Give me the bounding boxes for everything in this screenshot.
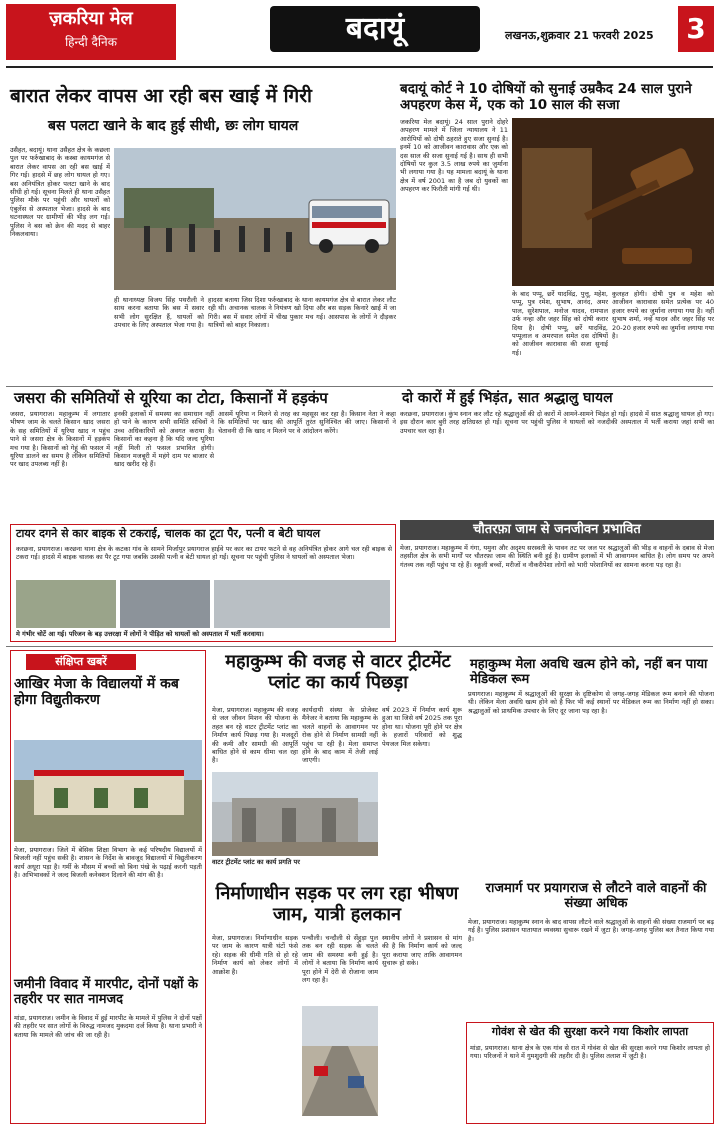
bus-headline: बारात लेकर वापस आ रही बस खाई में गिरी xyxy=(10,85,312,107)
page-number: 3 xyxy=(678,6,714,52)
gavel-photo xyxy=(512,118,714,286)
city-title: बदायूं xyxy=(270,6,480,52)
chautraf-headline: चौतरफ़ा जाम से जनजीवन प्रभावित xyxy=(400,520,714,540)
water-body-3: वर्ष 2023 में निर्माण कार्य शुरू हुआ था जिसे वर्ष 2025 तक पूरा होना था। योजना पूरी होने पर क्षेत्र के हजारों परिवारों को शुद्ध पेयजल मिल सकेगा। xyxy=(382,706,462,748)
bike-photo-3 xyxy=(214,580,390,628)
road-illustration xyxy=(302,1006,378,1116)
bus-photo-illustration xyxy=(114,148,396,290)
bike-photo-2 xyxy=(120,580,210,628)
road-body-1: मेजा, प्रयागराज। निर्माणाधीन सड़क पर जाम के कारण यात्री घंटों फंसे रहे। सड़क की धीमी गति से हो रहे निर्माण कार्य को लेकर लोगों में आक्रोश है। xyxy=(212,934,298,976)
vivad-headline: जमीनी विवाद में मारपीट, दोनों पक्षों के तहरीर पर सात नामजद xyxy=(14,977,198,1007)
road-photo xyxy=(302,1006,378,1116)
court-body-2: के बाद पप्पू, छर्रे यादविंद्र, पुत्तू, महेश, पप्पू, पुत्र रमेश, सुभाष, आनंद, अमर पाल, सुरेशपाल, मनोज यादव, रामपाल उर्फ नन्हा और जहर सिंह को दोषी करार दिया है। दोषी पप्पू, छर्रे यादविंद्र, पप्पूलाल व अमरपाल समेत दस दोषियों को आजीवन कारावास की सजा सुनाई गई। xyxy=(512,290,608,357)
missing-headline: गोवंश से खेत की सुरक्षा करने गया किशोर लापता xyxy=(491,1025,689,1038)
court-body-1: जकरिया मेल बदायूं। 24 साल पुराने दोहरे अपहरण मामले में जिला न्यायालय ने 11 आरोपियों को दोषी ठहराते हुए सजा सुनाई है। इनमें 10 को आजीवन कारावास और एक को दस साल की सजा सुनाई गई है। साथ ही सभी दोषियों पर कुल 3.5 लाख रुपये का जुर्माना भी लगाया गया है। यह मामला बदायूं के थाना क्षेत्र में वर्ष 2001 का है जब दो युवकों का अपहरण कर फिरौती मांगी गई थी। xyxy=(400,118,508,194)
court-headline: बदायूं कोर्ट ने 10 दोषियों को सुनाई उम्रकैद 24 साल पुराने अपहरण केस में, एक को 10 साल की सजा xyxy=(400,81,692,113)
kaar-body: करछना, प्रयागराज। कुंभ स्नान कर लौट रहे श्रद्धालुओं की दो कारों में आमने-सामने भिड़ंत हो गई। हादसे में सात श्रद्धालु घायल हो गए। इस दौरान कार बुरी तरह क्षतिग्रस्त हो गई। सूचना पर पहुंची पुलिस ने घायलों को नजदीकी अस्पताल में भर्ती कराया जहां सभी का उपचार चल रहा है। xyxy=(400,410,714,435)
water-body-1: मेजा, प्रयागराज। महाकुम्भ की वजह से जल जीवन मिशन की योजना के तहत बन रहे वाटर ट्रीटमेंट प्लांट का निर्माण कार्य पिछड़ गया है। मजदूरों की कमी और सामग्री की आपूर्ति बाधित होने से काम धीमा चल रहा है। xyxy=(212,706,298,765)
bus-body-2: हादसा बताया जिस दिशा फर्रुखाबाद के थाना कायमगंज क्षेत्र से बारात लेकर लौट रही थी। अचानक चालक ने नियंत्रण खो दिया और बस सड़क किनारे खाई में जा गिरी। बस में सवार लोगों में चीख पुकार मच गई। आसपास के लोगों ने दौड़कर यात्रियों को बाहर निकाला। xyxy=(208,296,396,330)
road-headline: निर्माणाधीन सड़क पर लग रहा भीषण जाम, यात्री हलकान xyxy=(215,883,459,925)
medical-body: प्रयागराज। महाकुम्भ में श्रद्धालुओं की सुरक्षा के दृष्टिकोण से जगह-जगह मेडिकल रूम बनाने की योजना थी। लेकिन मेला अवधि खत्म होने को है फिर भी कई स्थानों पर मेडिकल रूम का निर्माण नहीं हो सका। श्रद्धालुओं को प्राथमिक उपचार के लिए दूर जाना पड़ रहा है। xyxy=(468,690,714,715)
gavel-illustration xyxy=(512,118,714,286)
brand-subtitle: हिन्दी दैनिक xyxy=(65,35,117,49)
samiti-body-2: इनकी इलाकों में समस्या का समाधान नहीं हो पाने के कारण सभी समिति सचिवों ने उच्च अधिकारियों को अवगत कराया है। किसानों का कहना है कि यदि जल्द यूरिया नहीं मिली तो फसल प्रभावित होगी। किसान मजबूरी में महंगे दाम पर बाजार से खाद खरीद रहे हैं। xyxy=(114,410,214,469)
road-body-3: स्थानीय लोगों ने प्रशासन से मांग की है कि निर्माण कार्य को जल्द पूरा कराया जाए ताकि आवागमन सुचारू हो सके। xyxy=(382,934,462,968)
samiti-body-1: जसरा, प्रयागराज। महाकुम्भ में लगातार भीषण जाम के चलते किसान खाद जसरा के सह समितियों में यूरिया खाद न पहुंच पाने से जसरा क्षेत्र के किसानों में हड़कंप मच गया है। किसानों को गेहूं की फसल में यूरिया डालने का समय है लेकिन समितियों पर खाद उपलब्ध नहीं है। xyxy=(10,410,110,469)
bus-subhead: बस पलटा खाने के बाद हुई सीधी, छः लोग घायल xyxy=(48,118,299,134)
bike-body: करछना, प्रयागराज। करछना थाना क्षेत्र के कटका गांव के सामने मिर्जापुर प्रयागराज हाईवे पर कार का टायर फटने से वह अनियंत्रित होकर आगे चल रही बाइक से टकरा गई। हादसे में बाइक चालक का पैर टूट गया जबकि उसकी पत्नी व बेटी घायल हो गईं। सूचना पर पहुंची पुलिस ने घायलों को अस्पताल भेजा। xyxy=(16,545,392,562)
vidyalay-body: मेजा, प्रयागराज। जिले में बेसिक शिक्षा विभाग के कई परिषदीय विद्यालयों में बिजली नहीं पहुंच सकी है। शासन के निर्देश के बावजूद विद्यालयों में विद्युतीकरण कार्य अधूरा पड़ा है। गर्मी के मौसम में बच्चों को बिना पंखे के पढ़ाई करनी पड़ती है। अभिभावकों ने जल्द बिजली कनेक्शन दिलाने की मांग की है। xyxy=(14,846,202,880)
bike-caption: मे गंभीर चोटें आ गई। परिजन के बड़ उत्तरक्षा में लोगों ने पीड़ित को घायलों को अस्पताल में भर्ती करवाया। xyxy=(16,630,264,638)
school-illustration xyxy=(14,740,202,842)
return-headline: राजमार्ग पर प्रयागराज से लौटने वाले वाहनों की संख्या अधिक xyxy=(485,881,707,911)
bus-caption: ही थानाध्यक्ष विजय सिंह पथरौली ने साथ करना बताया कि बस में सवार सभी लोग सुरक्षित हैं, घायलों को उपचार के लिए अस्पताल भेजा गया है। xyxy=(114,296,204,330)
vivad-body: मांडा, प्रयागराज। जमीन के विवाद में हुई मारपीट के मामले में पुलिस ने दोनों पक्षों की तहरीर पर सात लोगों के विरुद्ध नामजद मुकदमा दर्ज किया है। थाना प्रभारी ने बताया कि मामले की जांच की जा रही है। xyxy=(14,1014,202,1039)
court-body-3: कुलहत होगी। दोषी पुत्र व महेश को आजीवन कारावास समेत प्रत्येक पर 40 हजार रुपये का जुर्माना लगाया गया है। नहीं सुभाष शर्मा, नन्हें यादव और जहर सिंह पर 20-20 हजार रुपये का जुर्माना लगाया गया है। xyxy=(612,290,714,341)
samiti-body-3: आसमें यूरिया न मिलने से तरह का महसूस कर रहा है। किसान नेता ने कहा कि समितियों पर खाद की आपूर्ति तुरंत सुनिश्चित की जाए। किसानों ने चेतावनी दी कि खाद न मिलने पर वे आंदोलन करेंगे। xyxy=(218,410,396,435)
brand-title: ज़करिया मेल xyxy=(49,8,133,29)
medical-headline: महाकुम्भ मेला अवधि खत्म होने को, नहीं बन पाया मेडिकल रूम xyxy=(470,657,708,687)
date-line: लखनऊ,शुक्रवार 21 फरवरी 2025 xyxy=(505,29,654,42)
water-plant-photo xyxy=(212,772,378,856)
chautraf-body: मेजा, प्रयागराज। महाकुम्भ में गंगा, यमुना और अदृश्य सरस्वती के पावन तट पर जल पर श्रद्धालुओं की भीड़ व वाहनों के दबाव से मेजा तहसील क्षेत्र के सभी मार्गों पर चौतरफ़ा जाम की स्थिति बनी हुई है। ग्रामीण इलाकों में भी आवागमन बाधित है। लोग समय पर अपने गंतव्य तक नहीं पहुंच पा रहे हैं। स्कूली बच्चों, मरीजों व नौकरीपेशा लोगों को भारी परेशानियों का सामना करना पड़ रहा है। xyxy=(400,544,714,569)
samiti-headline: जसरा की समितियों से यूरिया का टोटा, किसानों में हड़कंप xyxy=(14,389,328,407)
masthead-rule xyxy=(6,66,713,68)
vidyalay-headline: आखिर मेजा के विद्यालयों में कब होगा विद्युतीकरण xyxy=(14,676,179,709)
road-body-2: पन्चौली। चन्दौली से सेंहुड़ा पुल तक बन रही सड़क के चलते जाम की समस्या बनी हुई है। लोगों ने बताया कि निर्माण कार्य पूरा होने में देरी से रोजाना जाम लग रहा है। xyxy=(302,934,378,985)
return-body: मेजा, प्रयागराज। महाकुम्भ स्नान के बाद वापस लौटने वाले श्रद्धालुओं के वाहनों की संख्या राजमार्ग पर बढ़ गई है। पुलिस प्रशासन यातायात व्यवस्था सुचारू रखने में जुटा है। जगह-जगह पुलिस बल तैनात किया गया है। xyxy=(468,918,714,943)
missing-body: मांडा, प्रयागराज। थाना क्षेत्र के एक गांव से रात में गोवंश से खेत की सुरक्षा करने गया किशोर लापता हो गया। परिजनों ने थाने में गुमशुदगी की तहरीर दी है। पुलिस तलाश में जुटी है। xyxy=(470,1044,710,1061)
kaar-headline: दो कारों में हुई भिड़ंत, सात श्रद्धालु घायल xyxy=(402,390,613,406)
bike-photo-1 xyxy=(16,580,116,628)
section-rule-1 xyxy=(6,386,713,387)
water-headline: महाकुम्भ की वजह से वाटर ट्रीटमेंट प्लांट का कार्य पिछड़ा xyxy=(225,651,451,693)
masthead-brand xyxy=(6,4,176,60)
water-caption: वाटर ट्रीटमेंट प्लांट का कार्य प्रगति पर xyxy=(212,858,300,866)
bus-photo xyxy=(114,148,396,290)
sankshipt-tag: संक्षिप्त खबरें xyxy=(26,654,136,670)
water-body-2: कार्यदायी संस्था के प्रोजेक्ट मैनेजर ने बताया कि महाकुम्भ के चलते वाहनों के आवागमन पर रोक होने से निर्माण सामग्री नहीं पहुंच पा रही है। मेला समाप्त होने के बाद काम में तेजी लाई जाएगी। xyxy=(302,706,378,765)
water-plant-illustration xyxy=(212,772,378,856)
school-photo xyxy=(14,740,202,842)
bus-body-1: उसैहत, बदायूं। थाना उसैहत क्षेत्र के कछला पुल पर फर्रुखाबाद के कस्बा कायमगंज से बारात लेकर वापस आ रही बस खाई में गिर गई। हादसे में छह लोग घायल हो गए। बस अनियंत्रित होकर पलटा खाने के बाद सीधी हो गई। सूचना मिलते ही थाना उसैहत पुलिस मौके पर पहुंची और घायलों को एंबुलेंस से अस्पताल भेजा। हादसे के बाद घटनास्थल पर ग्रामीणों की भीड़ लग गई। पुलिस ने बस को क्रेन की मदद से बाहर निकलवाया। xyxy=(10,146,110,239)
bike-headline: टायर दगने से कार बाइक से टकराई, चालक का टूटा पैर, पत्नी व बेटी घायल xyxy=(16,527,321,540)
section-rule-2 xyxy=(6,646,713,647)
